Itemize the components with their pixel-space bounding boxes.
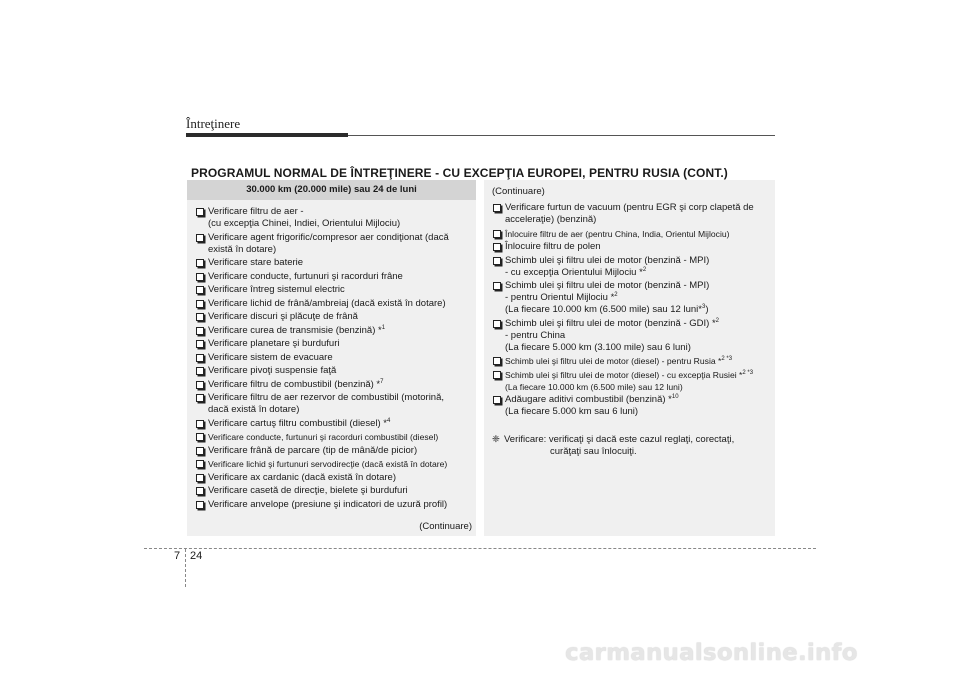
footnote-ref: 3 — [701, 303, 706, 310]
item-subtext — [505, 406, 771, 418]
interval-heading: 30.000 km (20.000 mile) sau 24 de luni — [187, 180, 476, 200]
item-text: Verificare conducte, furtunuri şi racorduri combustibil (diesel) — [208, 432, 439, 442]
checklist-item — [195, 472, 470, 484]
footnote-ref: 1 — [381, 324, 386, 331]
checklist-item — [195, 365, 470, 377]
checklist-item — [195, 485, 470, 497]
checkbox-icon — [196, 487, 204, 495]
header-rule-thin — [348, 135, 775, 136]
item-subtext — [208, 244, 470, 256]
item-subtext-text: acceleraţie) (benzină) — [505, 214, 597, 225]
watermark: carmanualsonline.info — [565, 640, 858, 666]
item-text: Verificare planetare şi burdufuri — [208, 338, 340, 349]
item-text: Verificare curea de transmisie (benzină) * — [208, 324, 382, 336]
chapter-title: Întreţinere — [186, 116, 241, 131]
item-subtext-text: (La fiecare 10.000 km (6.500 mile) sau 12 luni) — [505, 381, 683, 392]
item-subtext-2-end: ) — [705, 304, 709, 315]
checklist-item — [492, 318, 771, 354]
item-text: Schimb ulei şi filtru ulei de motor (benzină - GDI) * — [505, 317, 716, 329]
footnote-ref: 2 *3 — [742, 369, 754, 376]
checklist-item — [492, 228, 771, 240]
checklist-item — [492, 280, 771, 316]
checklist-item — [195, 458, 470, 470]
checkbox-icon — [196, 340, 204, 348]
footnote-ref: 2 *3 — [721, 356, 733, 363]
item-subtext-2 — [505, 342, 771, 354]
item-text: Verificare lichid de frână/ambreiaj (dacă există în dotare) — [208, 297, 446, 309]
item-text: Verificare anvelope (presiune şi indicatori de uzură profil) — [208, 498, 448, 510]
item-text: Verificare filtru de aer rezervor de combustibil (motorină, — [208, 392, 445, 403]
footer-divider — [185, 549, 186, 587]
item-subtext-text: (La fiecare 5.000 km sau 6 luni) — [505, 406, 639, 417]
checklist-item — [195, 431, 470, 443]
item-text: Verificare stare baterie — [208, 257, 304, 268]
checkbox-icon — [196, 420, 204, 428]
checkbox-icon — [493, 282, 501, 290]
left-column — [187, 180, 476, 536]
note-symbol-icon: ❈ — [492, 433, 500, 445]
checklist-item — [195, 392, 470, 416]
checklist-item — [195, 352, 470, 364]
item-subtext — [505, 292, 771, 304]
item-subtext-text: - pentru Orientul Mijlociu * — [505, 292, 615, 303]
checkbox-icon — [196, 460, 204, 468]
left-checklist — [187, 200, 476, 511]
checklist-item — [195, 338, 470, 350]
checklist-item — [492, 355, 771, 367]
item-text: Verificare conducte, furtunuri şi racorduri frâne — [208, 270, 403, 282]
item-subtext-text: există în dotare) — [208, 243, 277, 255]
item-text: Verificare casetă de direcţie, bielete şi burdufuri — [208, 485, 408, 496]
item-subtext — [208, 404, 470, 416]
checkbox-icon — [493, 204, 501, 212]
item-text: Verificare cartuş filtru combustibil (diesel) * — [208, 417, 387, 429]
checkbox-icon — [196, 234, 204, 242]
checklist-item — [195, 284, 470, 296]
item-text: Verificare pivoţi suspensie faţă — [208, 365, 337, 376]
checkbox-icon — [493, 243, 501, 251]
item-subtext-2-text: (La fiecare 5.000 km (3.100 mile) sau 6 luni) — [505, 341, 691, 353]
checkbox-icon — [493, 230, 501, 238]
checkbox-icon — [196, 208, 204, 216]
footer-rule — [144, 548, 816, 549]
item-subtext-text: - pentru China — [505, 329, 566, 341]
checkbox-icon — [196, 394, 204, 402]
checkbox-icon — [196, 367, 204, 375]
item-subtext-2-text: (La fiecare 10.000 km (6.500 mile) sau 12 luni* — [505, 304, 702, 315]
item-text: Verificare frână de parcare (tip de mână/de picior) — [208, 444, 418, 456]
checkbox-icon — [196, 327, 204, 335]
header-rule-thick — [186, 133, 348, 137]
footnote-ref: 10 — [671, 393, 679, 400]
page-number: 24 — [190, 550, 203, 562]
item-subtext — [505, 330, 771, 342]
footnote-ref: 2 — [614, 291, 618, 298]
checklist-item — [492, 255, 771, 279]
checklist-item — [195, 271, 470, 283]
checklist-item — [195, 325, 470, 337]
checkbox-icon — [196, 433, 204, 441]
checklist-item — [195, 418, 470, 430]
continued-label-top: (Continuare) — [492, 186, 545, 197]
checklist-item — [195, 257, 470, 269]
checklist-item — [195, 311, 470, 323]
note-line-2: curăţaţi sau înlocuiţi. — [550, 445, 637, 457]
right-checklist — [484, 202, 775, 418]
checkbox-icon — [196, 259, 204, 267]
checkbox-icon — [196, 286, 204, 294]
note-line-1: verificaţi şi dacă este cazul reglaţi, corectaţi, — [548, 433, 735, 445]
checkbox-icon — [196, 354, 204, 362]
checklist-item — [492, 241, 771, 253]
item-text: Schimb ulei şi filtru ulei de motor (diesel) - pentru Rusia * — [505, 356, 722, 366]
footnote-ref: 2 — [642, 266, 647, 273]
right-column — [484, 180, 775, 536]
item-text: Înlocuire filtru de aer (pentru China, India, Orientul Mijlociu) — [505, 228, 730, 239]
item-subtext-text: dacă există în dotare) — [208, 404, 300, 415]
continued-label: (Continuare) — [419, 521, 472, 532]
item-text: Verificare agent frigorific/compresor aer condiţionat (dacă — [208, 231, 449, 243]
note-label: Verificare: — [504, 433, 547, 445]
checkbox-icon — [196, 273, 204, 281]
checklist-item — [492, 394, 771, 418]
checklist-item — [492, 202, 771, 226]
checkbox-icon — [493, 320, 501, 328]
item-text: Verificare filtru de aer - — [208, 206, 304, 217]
item-text: Verificare sistem de evacuare — [208, 351, 333, 363]
item-text: Schimb ulei şi filtru ulei de motor (diesel) - cu excepţia Rusiei * — [505, 369, 743, 380]
footnote-ref: 7 — [380, 378, 384, 385]
item-text: Înlocuire filtru de polen — [505, 241, 601, 252]
item-text: Schimb ulei şi filtru ulei de motor (benzină - MPI) — [505, 280, 710, 291]
checklist-item — [195, 379, 470, 391]
checkbox-icon — [493, 257, 501, 265]
item-text: Adăugare aditivi combustibil (benzină) * — [505, 394, 672, 405]
item-text: Verificare lichid şi furtunuri servodirecţie (dacă există în dotare) — [208, 459, 448, 469]
chapter-number: 7 — [174, 550, 181, 562]
item-text: Schimb ulei şi filtru ulei de motor (benzină - MPI) — [505, 254, 710, 266]
item-subtext — [505, 267, 771, 279]
checkbox-icon — [493, 357, 501, 365]
item-text: Verificare ax cardanic (dacă există în dotare) — [208, 471, 396, 483]
section-title: PROGRAMUL NORMAL DE ÎNTREŢINERE - CU EXCEPŢIA EUROPEI, PENTRU RUSIA (CONT.) — [191, 166, 728, 180]
item-text: Verificare filtru de combustibil (benzină) * — [208, 378, 381, 390]
item-subtext-text: - cu excepţia Orientului Mijlociu * — [505, 266, 643, 278]
checklist-item — [195, 499, 470, 511]
checklist-item — [195, 232, 470, 256]
item-text: Verificare furtun de vacuum (pentru EGR şi corp clapetă de — [505, 202, 754, 213]
item-text: Verificare discuri şi plăcuţe de frână — [208, 311, 358, 322]
checkbox-icon — [493, 396, 501, 404]
footnote-ref: 4 — [386, 417, 391, 424]
checkbox-icon — [493, 371, 501, 379]
item-subtext-2 — [505, 304, 771, 316]
item-subtext — [505, 214, 771, 226]
item-text: Verificare întreg sistemul electric — [208, 284, 345, 295]
checklist-item — [195, 206, 470, 230]
checklist-item — [492, 369, 771, 393]
item-subtext — [208, 218, 470, 230]
item-subtext-text: (cu excepţia Chinei, Indiei, Orientului Mijlociu) — [208, 218, 401, 229]
checklist-item — [195, 298, 470, 310]
checkbox-icon — [196, 313, 204, 321]
checklist-item — [195, 445, 470, 457]
checkbox-icon — [196, 381, 204, 389]
checkbox-icon — [196, 447, 204, 455]
checkbox-icon — [196, 501, 204, 509]
footnote-ref: 2 — [715, 317, 720, 324]
item-subtext — [505, 381, 771, 393]
checkbox-icon — [196, 300, 204, 308]
checkbox-icon — [196, 474, 204, 482]
footnote — [484, 420, 775, 458]
